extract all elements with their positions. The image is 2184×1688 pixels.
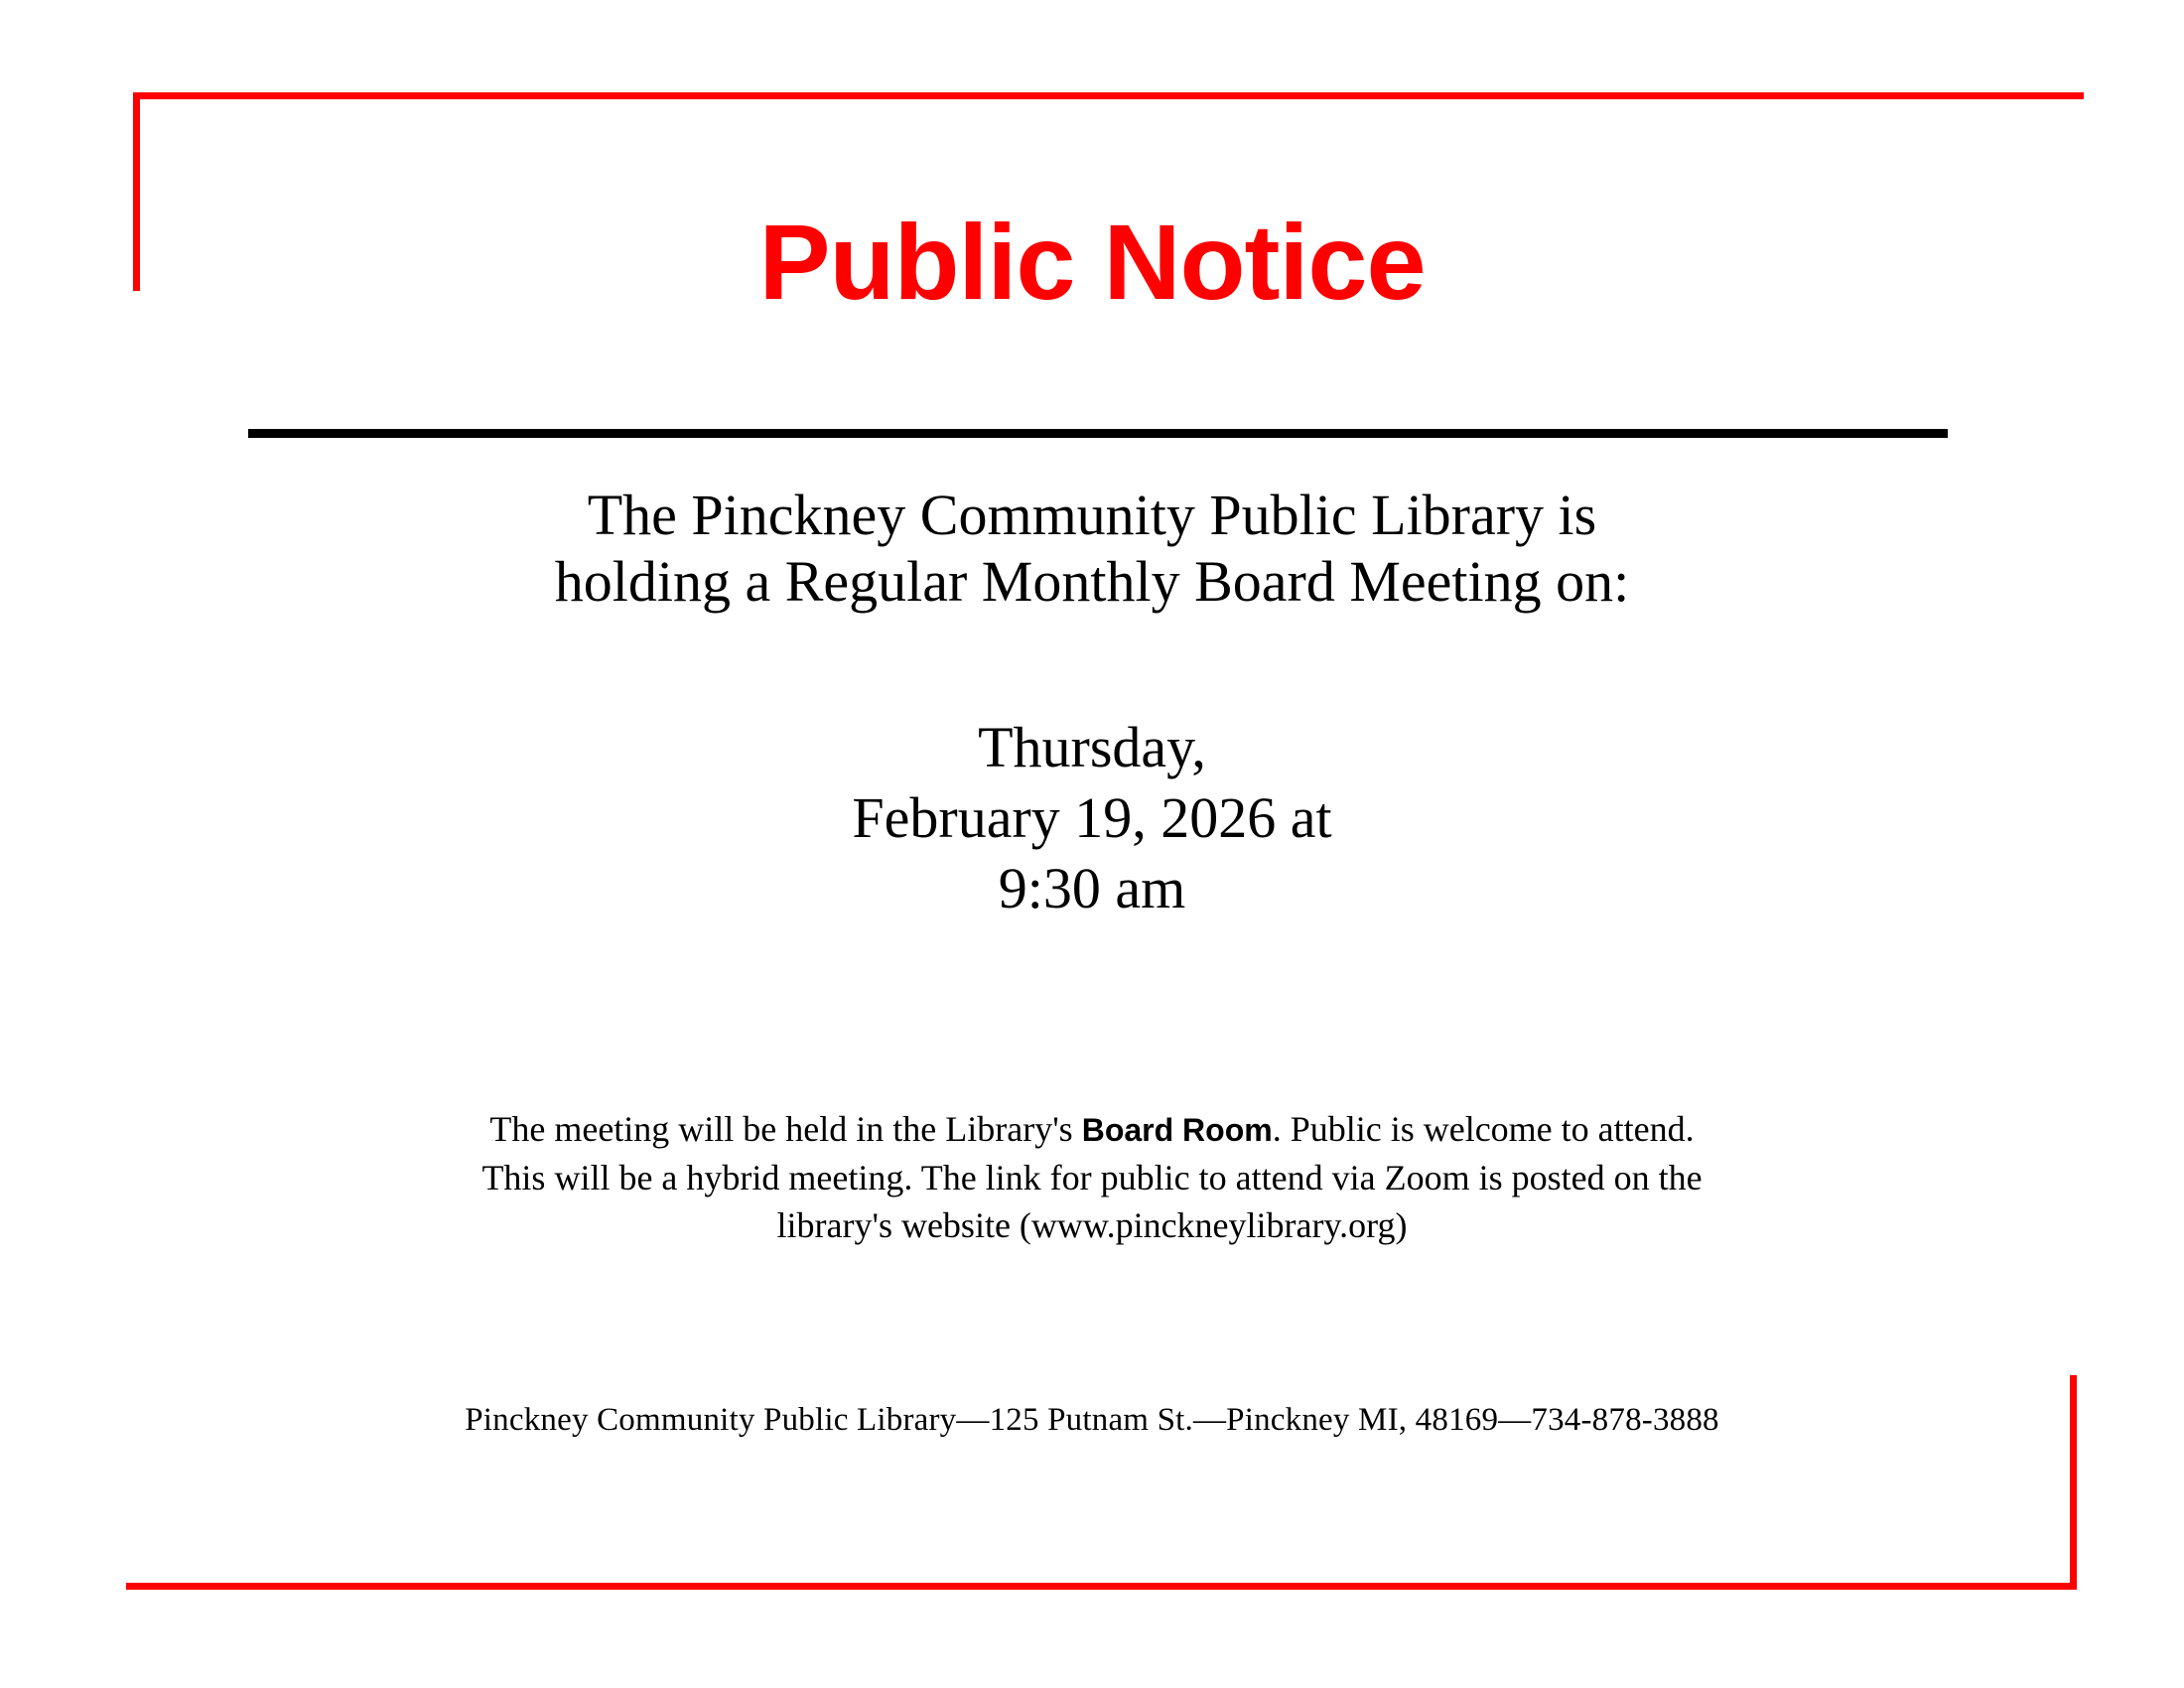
meeting-details	[0, 1105, 2184, 1250]
intro-paragraph	[0, 483, 2184, 615]
page-title: Public Notice	[758, 202, 1426, 322]
intro-line-2: holding a Regular Monthly Board Meeting on:	[554, 548, 1630, 614]
details-line-3: library's website (www.pinckneylibrary.org)	[776, 1205, 1408, 1246]
details-line-1-suffix: . Public is welcome to attend.	[1272, 1109, 1695, 1149]
meeting-time: 9:30 am	[998, 855, 1186, 920]
board-room-label: Board Room	[1081, 1112, 1273, 1148]
details-line-2: This will be a hybrid meeting. The link for public to attend via Zoom is posted on the	[481, 1157, 1703, 1197]
details-line-1-prefix: The meeting will be held in the Library's	[489, 1109, 1082, 1149]
title-divider-rule	[248, 429, 1948, 438]
intro-line-1: The Pinckney Community Public Library is	[587, 483, 1597, 547]
meeting-datetime	[0, 713, 2184, 923]
meeting-day: Thursday,	[978, 715, 1206, 779]
details-line-1	[0, 1105, 2184, 1154]
red-frame-top-border	[133, 92, 2084, 99]
meeting-date: February 19, 2026 at	[852, 784, 1332, 850]
library-contact-footer: Pinckney Community Public Library—125 Putnam St.—Pinckney MI, 48169—734-878-3888	[465, 1402, 1719, 1438]
red-frame-bottom-border	[126, 1583, 2077, 1590]
